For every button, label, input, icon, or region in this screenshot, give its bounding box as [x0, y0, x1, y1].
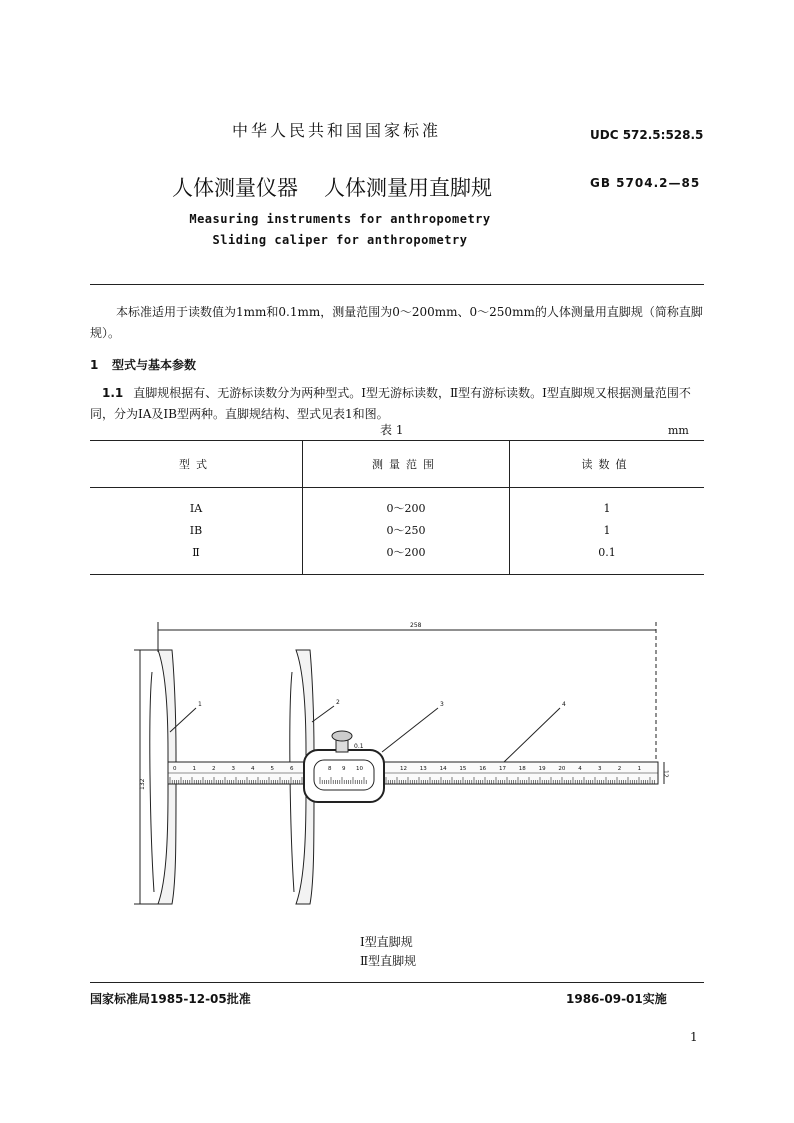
footer-rule — [90, 982, 704, 983]
section-1-heading — [90, 356, 196, 373]
table-cell: 0～200 — [303, 541, 510, 575]
scale-label: 19 — [538, 766, 546, 772]
callout-leader-3 — [382, 708, 438, 752]
title-part-1: 人体测量仪器 — [172, 176, 298, 200]
table-row — [90, 488, 704, 520]
scale-label: 17 — [499, 766, 506, 772]
table-header-reading: 读数值 — [510, 441, 705, 488]
table-cell: 0～250 — [303, 519, 510, 541]
scale-label: 18 — [518, 766, 526, 772]
callout-4: 4 — [562, 701, 566, 708]
english-title-2: Sliding caliper for anthropometry — [212, 233, 468, 247]
english-title-1: Measuring instruments for anthropometry — [189, 212, 491, 226]
section-1-title: 型式与基本参数 — [112, 358, 197, 372]
intro-paragraph: 本标准适用于读数值为1mm和0.1mm，测量范围为0～200mm、0～250mm的人体测量用直脚规（简称直脚规）。 — [90, 305, 703, 340]
scale-label: 5 — [270, 766, 274, 772]
callout-3: 3 — [440, 701, 444, 708]
document-title — [172, 172, 492, 202]
callout-2: 2 — [336, 699, 340, 706]
scale-label: 8 — [328, 766, 332, 772]
table-cell: 0～200 — [303, 488, 510, 520]
lock-screw-head — [332, 731, 352, 741]
scale-label: 16 — [479, 766, 487, 772]
scale-label: 13 — [419, 766, 427, 772]
scale-label: 9 — [342, 766, 346, 772]
clause-1-1 — [90, 383, 704, 425]
scale-label: 14 — [439, 766, 447, 772]
scale-label: 20 — [558, 766, 566, 772]
scale-label: 4 — [578, 766, 582, 772]
scale-label: 0 — [173, 766, 177, 772]
table-header-range: 测量范围 — [303, 441, 510, 488]
callout-leader-4 — [504, 708, 560, 762]
standard-category: 中华人民共和国国家标准 — [232, 121, 442, 140]
table-header-type: 型式 — [90, 441, 303, 488]
callout-1: 1 — [198, 701, 202, 708]
approval-info: 国家标准局1985-12-05批准 — [90, 992, 251, 1006]
dim-length-label: 258 — [410, 622, 422, 629]
section-1-number: 1 — [90, 358, 99, 372]
scale-label: 1 — [637, 766, 642, 772]
table-unit: mm — [668, 424, 689, 437]
title-part-2: 人体测量用直脚规 — [324, 176, 492, 200]
table-cell: 1 — [603, 523, 611, 537]
table-cell: ⅠA — [90, 488, 303, 520]
caliper-drawing — [128, 612, 688, 912]
table-cell: ⅠB — [90, 519, 303, 541]
scale-label: 15 — [459, 766, 467, 772]
figure-caption-2: Ⅱ型直脚规 — [360, 954, 417, 968]
table-row — [90, 519, 704, 541]
vernier-value-label: 0.1 — [354, 743, 364, 750]
table-cell: 0.1 — [510, 541, 705, 575]
scale-label: 3 — [598, 766, 602, 772]
page-number: 1 — [690, 1030, 698, 1044]
table-cell: Ⅱ — [90, 541, 303, 575]
clause-1-1-text: 直脚规根据有、无游标读数分为两种型式。Ⅰ型无游标读数，Ⅱ型有游标读数。Ⅰ型直脚规又根据测量范围不同，分为ⅠA及ⅠB型两种。直脚规结构、型式见表1和图。 — [90, 386, 691, 421]
table-cell: 1 — [603, 501, 611, 515]
clause-1-1-number: 1.1 — [102, 386, 124, 400]
scale-label: 2 — [617, 766, 622, 772]
gb-code: GB 5704.2—85 — [590, 176, 701, 190]
scale-label: 6 — [290, 766, 294, 772]
scale-label: 2 — [212, 766, 216, 772]
table-header-row — [90, 441, 704, 488]
figure-caption-1: Ⅰ型直脚规 — [360, 935, 413, 949]
jaw-outline — [150, 672, 154, 892]
scale-label: 4 — [251, 766, 255, 772]
scale-label: 3 — [231, 766, 235, 772]
dim-bar-label: 12 — [662, 770, 669, 778]
vernier-window — [314, 760, 374, 790]
scale-label: 1 — [192, 766, 196, 772]
effective-date: 1986-09-01实施 — [566, 992, 667, 1006]
scale-label: 12 — [400, 766, 407, 772]
dim-height-label: 132 — [139, 778, 146, 790]
callout-leader-2 — [312, 706, 334, 722]
scale-label: 10 — [356, 766, 363, 772]
header-rule — [90, 284, 704, 285]
udc-code: UDC 572.5:528.5 — [590, 128, 704, 142]
table-caption: 表 1 — [380, 423, 404, 437]
parameters-table — [90, 440, 704, 575]
table-row — [90, 541, 704, 575]
